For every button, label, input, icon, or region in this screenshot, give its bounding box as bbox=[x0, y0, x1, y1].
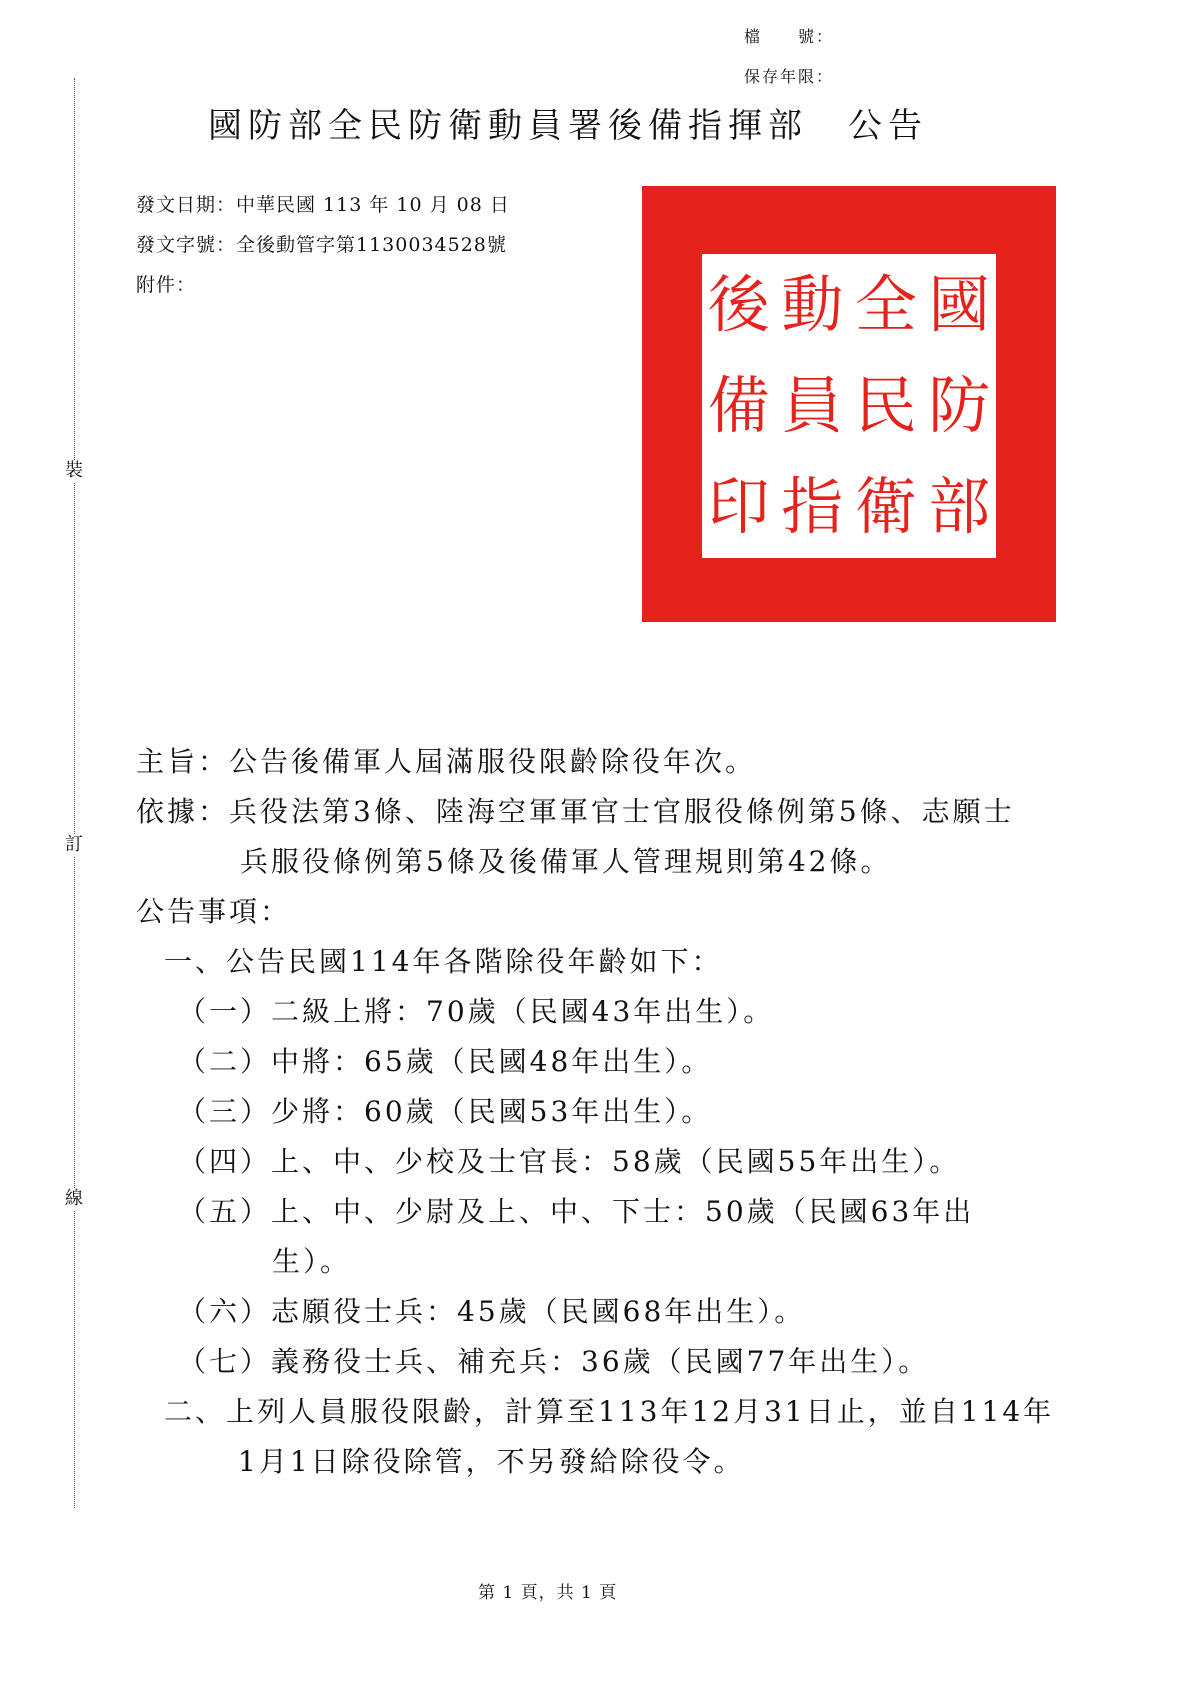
sub-item-5-line-1: （五）上、中、少尉及上、中、下士：50歲（民國63年出 bbox=[178, 1195, 975, 1228]
seal-char: 動 bbox=[781, 267, 844, 341]
seal-char: 全 bbox=[854, 267, 917, 341]
seal-text-area bbox=[702, 254, 996, 558]
attachment-field: 附件： bbox=[136, 274, 197, 296]
seal-char: 國 bbox=[928, 267, 991, 341]
sub-item-3: （三）少將：60歲（民國53年出生）。 bbox=[178, 1095, 713, 1128]
official-seal bbox=[642, 186, 1056, 622]
legal-basis-line-2: 兵服役條例第5條及後備軍人管理規則第42條。 bbox=[240, 845, 892, 878]
item-2-line-1: 二、上列人員服役限齡，計算至113年12月31日止，並自114年 bbox=[164, 1395, 1055, 1428]
subject-line: 主旨：公告後備軍人屆滿服役限齡除役年次。 bbox=[136, 745, 757, 778]
page-number: 第 1 頁，共 1 頁 bbox=[478, 1583, 618, 1603]
document-title: 國防部全民防衛動員署後備指揮部 公告 bbox=[208, 106, 928, 146]
file-number-label: 檔 號： bbox=[744, 27, 835, 46]
seal-char: 指 bbox=[781, 470, 844, 544]
sub-item-2: （二）中將：65歲（民國48年出生）。 bbox=[178, 1045, 713, 1078]
item-1: 一、公告民國114年各階除役年齡如下： bbox=[164, 945, 723, 978]
binding-mark-zhuang: 裝 bbox=[65, 460, 83, 481]
seal-char: 備 bbox=[707, 368, 770, 442]
issue-reference-number: 發文字號：全後動管字第1130034528號 bbox=[136, 234, 507, 256]
seal-char: 印 bbox=[707, 470, 770, 544]
sub-item-7: （七）義務役士兵、補充兵：36歲（民國77年出生）。 bbox=[178, 1345, 930, 1378]
seal-char: 後 bbox=[707, 267, 770, 341]
legal-basis-line-1: 依據：兵役法第3條、陸海空軍軍官士官服役條例第5條、志願士 bbox=[136, 795, 1015, 828]
binding-mark-xian: 線 bbox=[65, 1188, 83, 1209]
announcement-items-heading: 公告事項： bbox=[136, 895, 292, 928]
seal-char: 部 bbox=[928, 470, 991, 544]
sub-item-6: （六）志願役士兵：45歲（民國68年出生）。 bbox=[178, 1295, 806, 1328]
binding-margin-line bbox=[74, 78, 75, 1508]
binding-mark-ding: 訂 bbox=[65, 834, 83, 855]
seal-char: 防 bbox=[928, 368, 991, 442]
sub-item-5-line-2: 生）。 bbox=[272, 1245, 352, 1278]
issue-date: 發文日期：中華民國 113 年 10 月 08 日 bbox=[136, 194, 510, 216]
sub-item-4: （四）上、中、少校及士官長：58歲（民國55年出生）。 bbox=[178, 1145, 961, 1178]
seal-char: 民 bbox=[854, 368, 917, 442]
item-2-line-2: 1月1日除役除管，不另發給除役令。 bbox=[238, 1445, 745, 1478]
seal-char: 衛 bbox=[854, 470, 917, 544]
sub-item-1: （一）二級上將：70歲（民國43年出生）。 bbox=[178, 995, 775, 1028]
seal-char: 員 bbox=[781, 368, 844, 442]
retention-period-label: 保存年限： bbox=[744, 67, 835, 86]
